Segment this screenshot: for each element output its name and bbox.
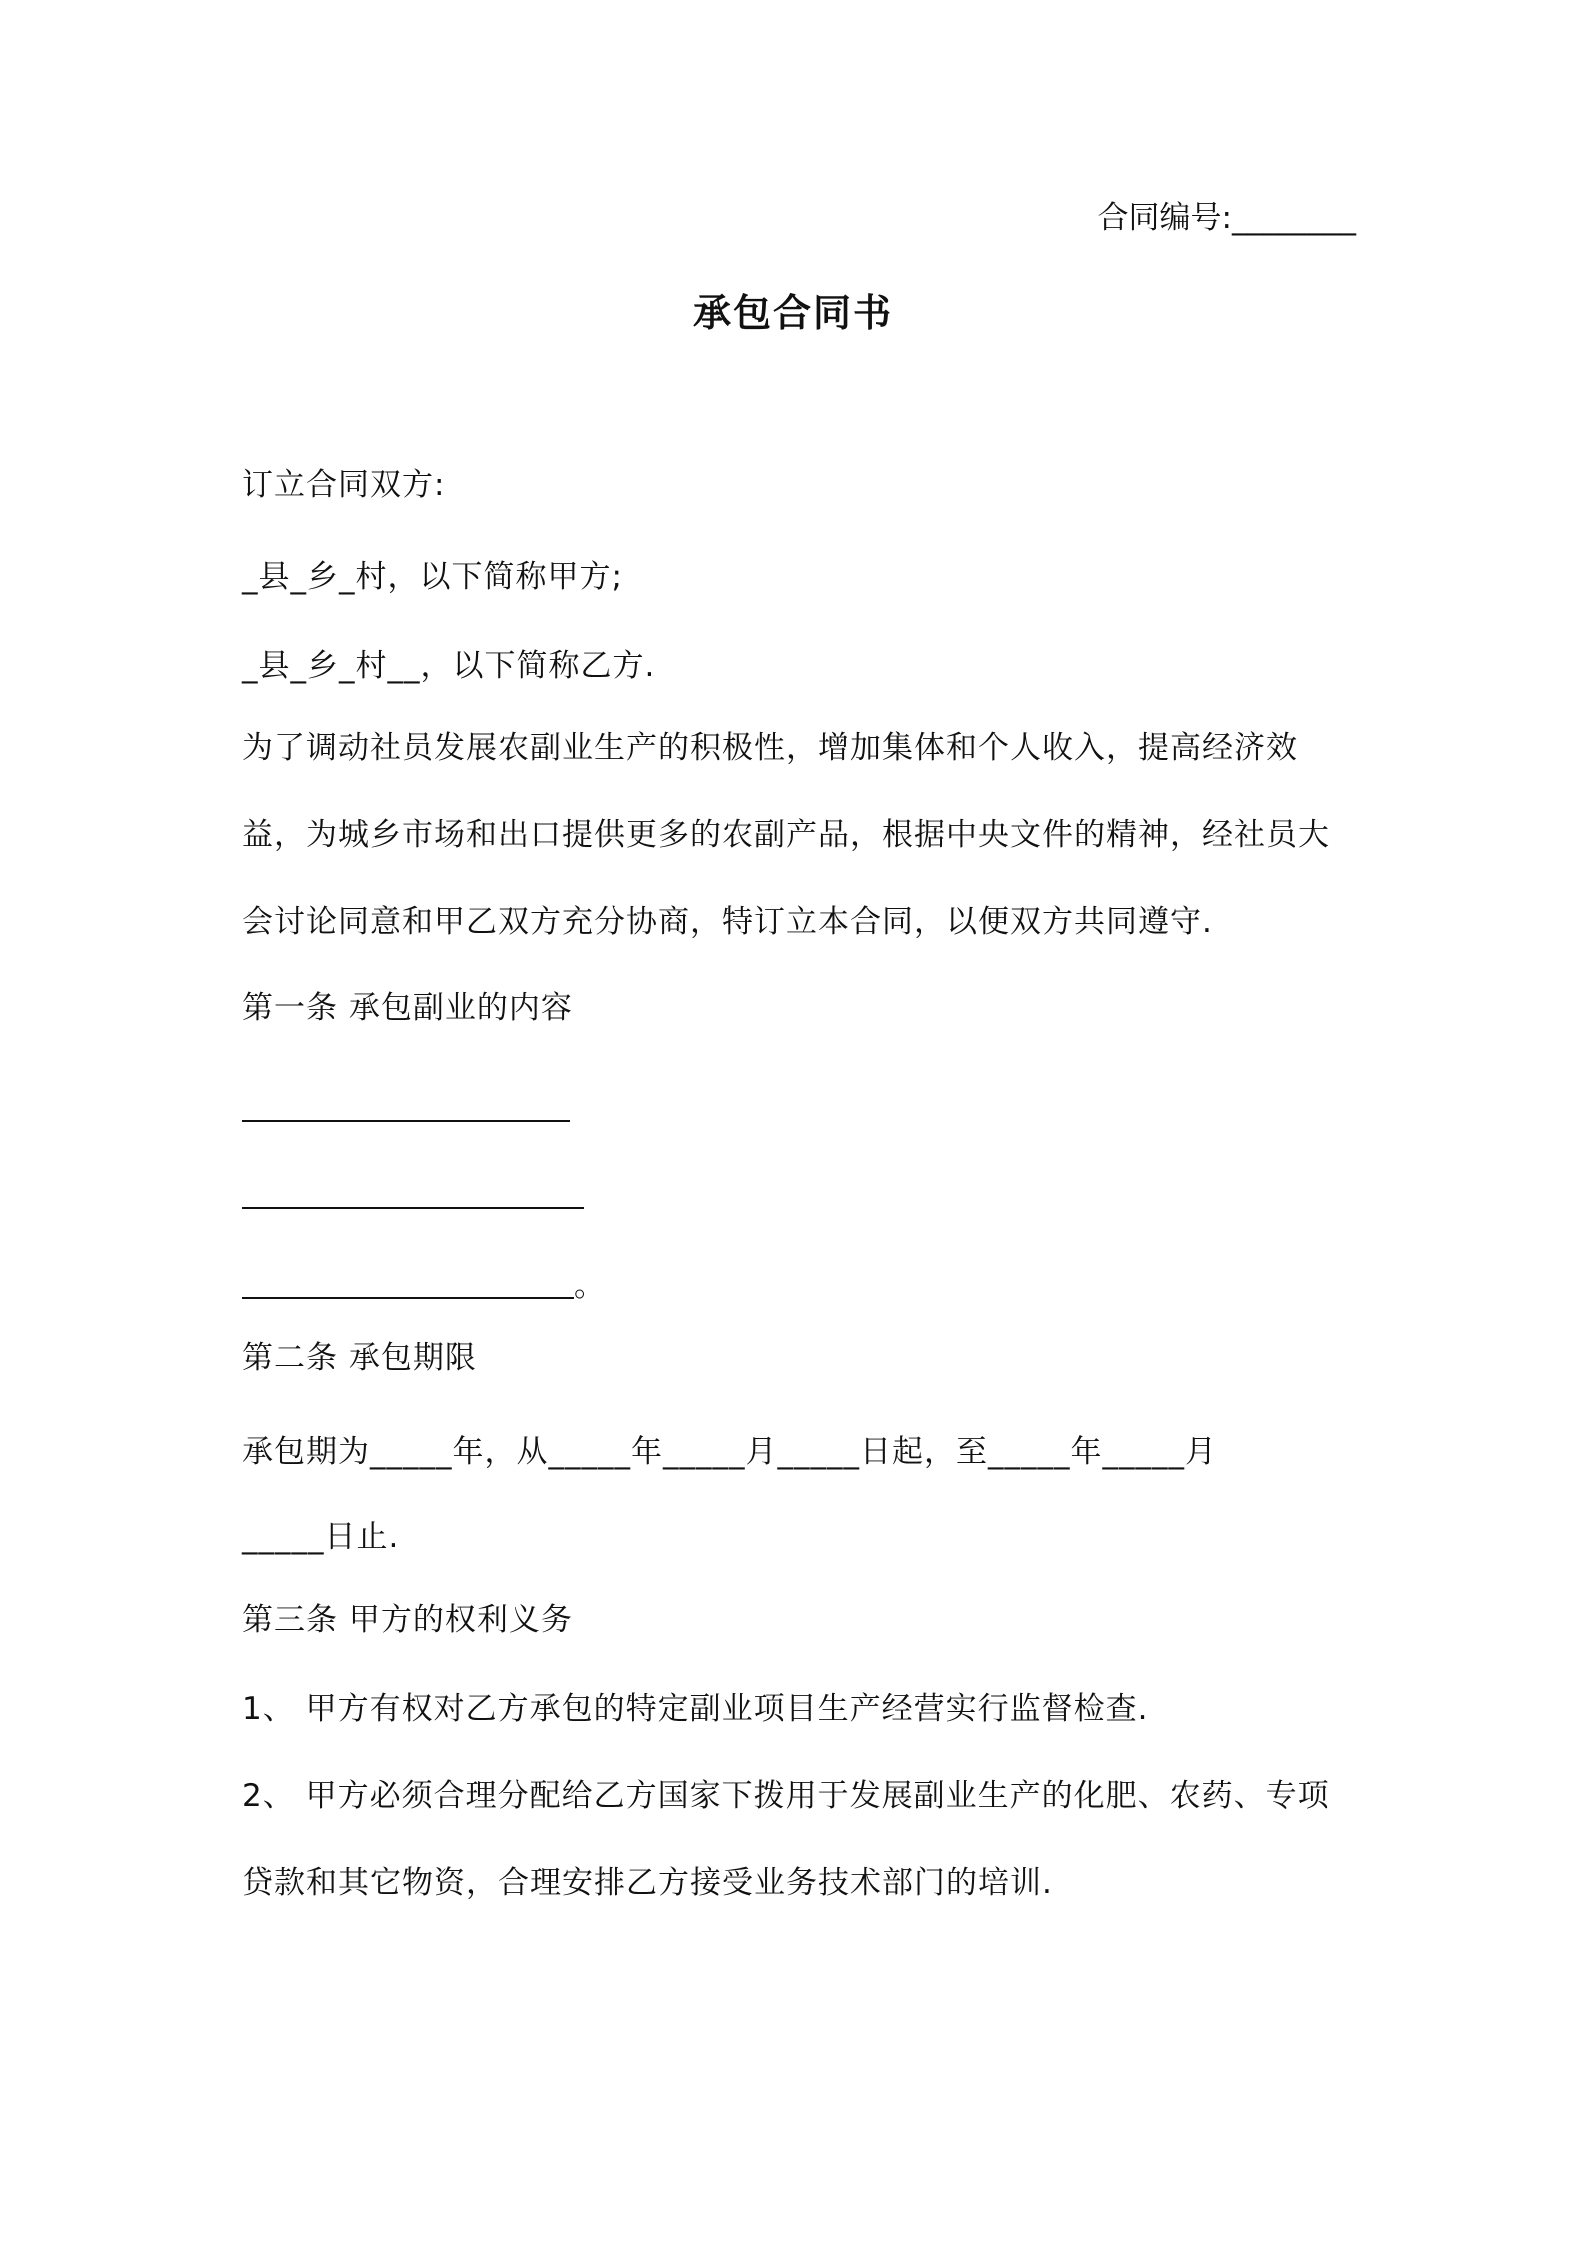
article-3-item-continued: 贷款和其它物资，合理安排乙方接受业务技术部门的培训.: [242, 1865, 1053, 1901]
article-3-heading: 第三条 甲方的权利义务: [242, 1602, 573, 1638]
party-b-line: _县_乡_村__，以下简称乙方.: [242, 648, 656, 684]
article-2-heading: 第二条 承包期限: [242, 1340, 477, 1376]
party-a-line: _县_乡_村，以下简称甲方;: [242, 559, 623, 595]
blank-end-mark: 。: [574, 1268, 605, 1304]
page-title: 承包合同书: [692, 291, 893, 335]
preamble-line: 会讨论同意和甲乙双方充分协商，特订立本合同，以便双方共同遵守.: [242, 904, 1213, 940]
fill-in-blank-line: [242, 1297, 574, 1299]
preamble-line: 为了调动社员发展农副业生产的积极性，增加集体和个人收入，提高经济效: [242, 730, 1298, 766]
term-line: _____日止.: [242, 1519, 400, 1555]
fill-in-blank-line: [242, 1207, 584, 1209]
article-1-heading: 第一条 承包副业的内容: [242, 990, 573, 1026]
article-3-item: 2、 甲方必须合理分配给乙方国家下拨用于发展副业生产的化肥、农药、专项: [242, 1778, 1330, 1814]
preamble-line: 益，为城乡市场和出口提供更多的农副产品，根据中央文件的精神，经社员大: [242, 817, 1330, 853]
fill-in-blank-line: [242, 1120, 570, 1122]
contract-number: 合同编号:________: [1097, 200, 1356, 236]
article-3-item: 1、 甲方有权对乙方承包的特定副业项目生产经营实行监督检查.: [242, 1691, 1149, 1727]
parties-heading: 订立合同双方:: [242, 467, 446, 503]
term-line: 承包期为_____年，从_____年_____月_____日起，至_____年_____月: [242, 1434, 1217, 1470]
